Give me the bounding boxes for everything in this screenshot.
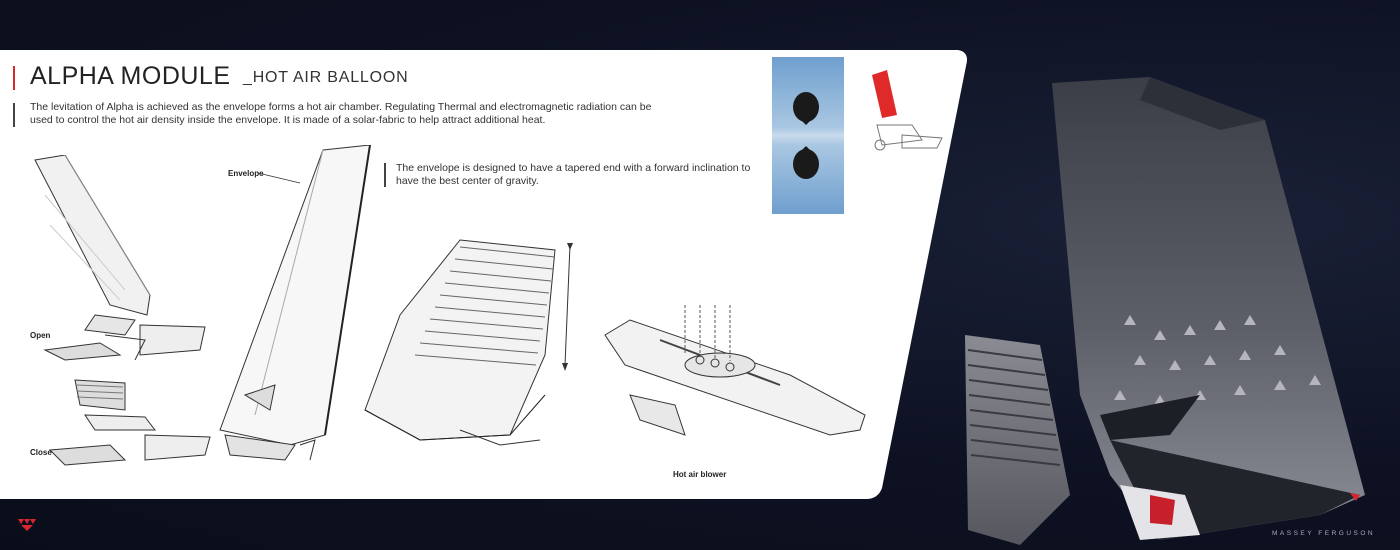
envelope-label: Envelope (228, 169, 264, 178)
module-render (960, 75, 1380, 550)
page-title: ALPHA MODULE (30, 62, 231, 90)
stacked-rings-sketch (360, 235, 575, 455)
close-label: Close (30, 448, 52, 457)
close-state-sketch (25, 375, 215, 470)
page-subtitle: _HOT AIR BALLOON (243, 69, 409, 86)
design-note: The envelope is designed to have a tapered end with a forward inclination to have the best center of gravity. (396, 162, 751, 187)
description-accent-bar (13, 103, 15, 127)
hot-air-blower-label: Hot air blower (673, 470, 727, 479)
hot-air-blower-sketch (600, 295, 875, 455)
title-accent-bar (13, 66, 15, 90)
balloon-reference-photo (772, 57, 844, 214)
module-thumbnail (862, 70, 947, 155)
open-state-sketch (25, 155, 215, 370)
triple-triangle-logo-icon (18, 518, 36, 532)
page-description: The levitation of Alpha is achieved as the envelope forms a hot air chamber. Regulating Thermal and electromagnetic radiation can be used to control the hot air density inside the envelope. It is made of a solar-fabric to help attract additional heat. (30, 101, 652, 126)
brand-wordmark: MASSEY FERGUSON (1272, 530, 1376, 537)
open-label: Open (30, 331, 51, 340)
